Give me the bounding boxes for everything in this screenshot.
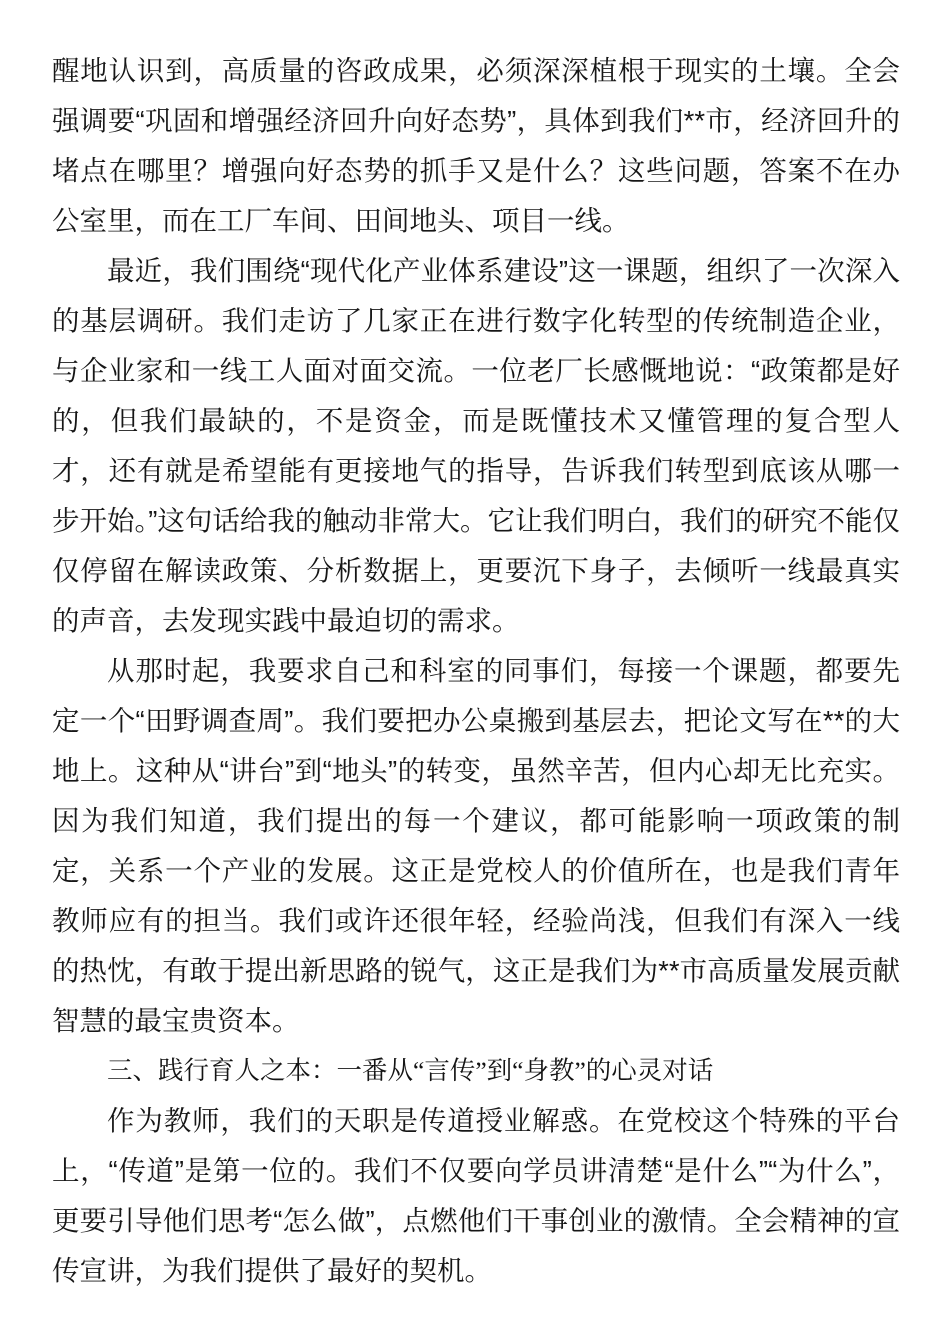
section-heading-three: 三、践行育人之本：一番从“言传”到“身教”的心灵对话: [107, 1056, 714, 1085]
body-paragraph-3: 从那时起，我要求自己和科室的同事们，每接一个课题，都要先定一个“田野调查周”。我们要把办公桌搬到基层去，把论文写在**的大地上。这种从“讲台”到“地头”的转变，虽然辛苦，但内心却无比充实。因为我们知道，我们提出的每一个建议，都可能影响一项政策的制定，关系一个产业的发展。这正是党校人的价值所在，也是我们青年教师应有的担当。我们或许还很年轻，经验尚浅，但我们有深入一线的热忱，有敢于提出新思路的锐气，这正是我们为**市高质量发展贡献智慧的最宝贵资本。: [52, 655, 900, 1036]
body-paragraph-4: 作为教师，我们的天职是传道授业解惑。在党校这个特殊的平台上，“传道”是第一位的。我们不仅要向学员讲清楚“是什么”“为什么”，更要引导他们思考“怎么做”，点燃他们干事创业的激情。全会精神的宣传宣讲，为我们提供了最好的契机。: [52, 1105, 900, 1286]
document-body: [52, 46, 900, 1296]
body-paragraph-2: 最近，我们围绕“现代化产业体系建设”这一课题，组织了一次深入的基层调研。我们走访了几家正在进行数字化转型的传统制造企业，与企业家和一线工人面对面交流。一位老厂长感慨地说：“政策都是好的，但我们最缺的，不是资金，而是既懂技术又懂管理的复合型人才，还有就是希望能有更接地气的指导，告诉我们转型到底该从哪一步开始。”这句话给我的触动非常大。它让我们明白，我们的研究不能仅仅停留在解读政策、分析数据上，更要沉下身子，去倾听一线最真实的声音，去发现实践中最迫切的需求。: [52, 255, 900, 636]
body-paragraph-1: 醒地认识到，高质量的咨政成果，必须深深植根于现实的土壤。全会强调要“巩固和增强经济回升向好态势”，具体到我们**市，经济回升的堵点在哪里？增强向好态势的抓手又是什么？这些问题，答案不在办公室里，而在工厂车间、田间地头、项目一线。: [52, 55, 900, 236]
